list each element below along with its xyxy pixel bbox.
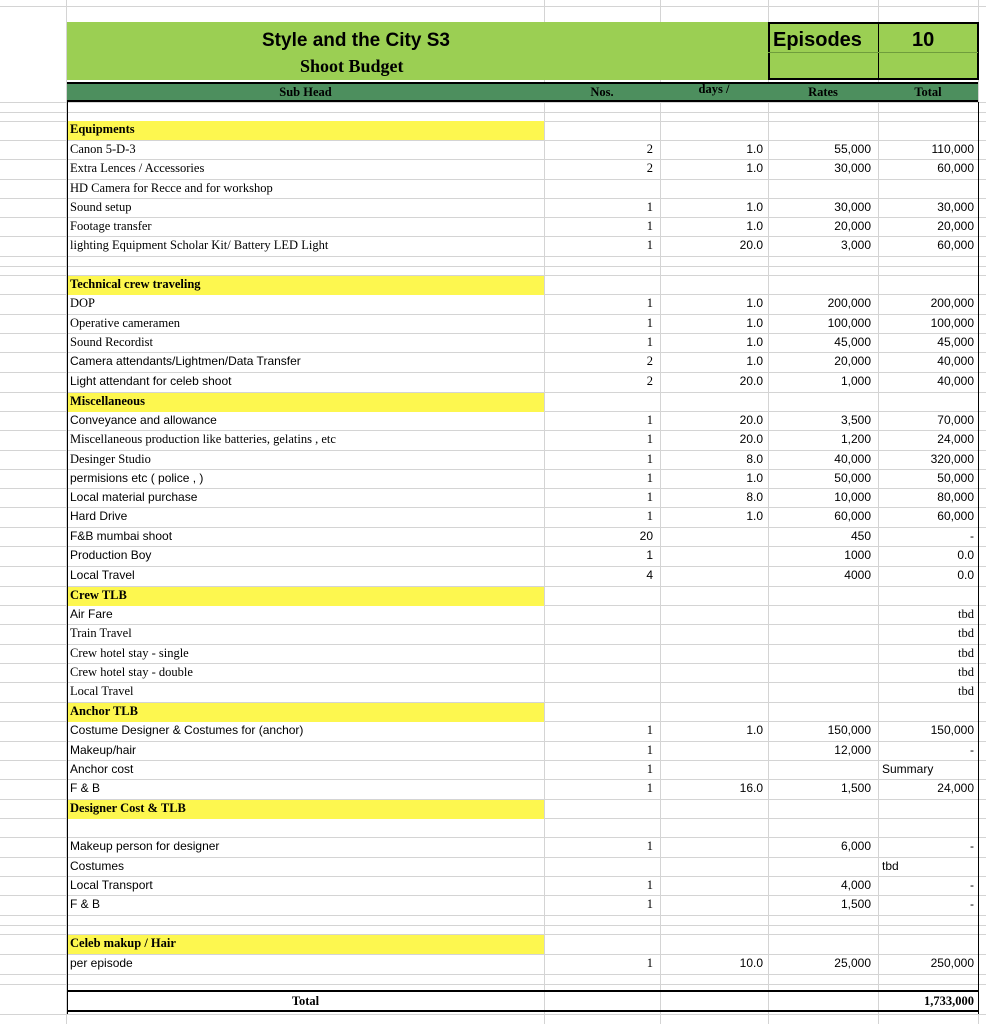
cell-total[interactable]: tbd: [958, 607, 974, 621]
cell-nos[interactable]: 1: [646, 762, 653, 776]
episodes-divider: [878, 22, 879, 80]
cell-nos[interactable]: 2: [646, 374, 653, 388]
cell-rate[interactable]: 20,000: [834, 354, 871, 368]
cell-sub-head[interactable]: lighting Equipment Scholar Kit/ Battery LED Light: [70, 238, 329, 252]
cell-sub-head[interactable]: Light attendant for celeb shoot: [70, 374, 232, 388]
cell-sub-head[interactable]: Conveyance and allowance: [70, 413, 217, 427]
cell-sub-head[interactable]: Desinger Studio: [70, 452, 151, 466]
column-header-rates[interactable]: Rates: [808, 85, 838, 99]
section-label: Miscellaneous: [70, 394, 145, 408]
gridline: [768, 52, 978, 53]
section-label: Crew TLB: [70, 588, 127, 602]
cell-rate[interactable]: 1,000: [840, 374, 871, 388]
cell-days[interactable]: 20.0: [739, 413, 763, 427]
cell-total[interactable]: 70,000: [937, 413, 974, 427]
cell-sub-head[interactable]: Train Travel: [70, 626, 132, 640]
cell-nos[interactable]: 1: [646, 878, 653, 892]
cell-rate[interactable]: 1,500: [840, 781, 871, 795]
cell-total[interactable]: 60,000: [937, 509, 974, 523]
cell-sub-head[interactable]: Canon 5-D-3: [70, 142, 136, 156]
cell-total[interactable]: 24,000: [937, 781, 974, 795]
cell-rate[interactable]: 55,000: [834, 142, 871, 156]
section-label: Celeb makup / Hair: [70, 936, 176, 950]
cell-days[interactable]: 1.0: [746, 509, 763, 523]
cell-total[interactable]: 40,000: [937, 354, 974, 368]
cell-total[interactable]: 30,000: [937, 200, 974, 214]
cell-nos[interactable]: 1: [646, 490, 653, 504]
cell-sub-head[interactable]: Local material purchase: [70, 490, 198, 504]
cell-nos[interactable]: 1: [646, 781, 653, 795]
column-header-row: [67, 82, 978, 102]
cell-sub-head[interactable]: Sound Recordist: [70, 335, 153, 349]
cell-total[interactable]: 0.0: [957, 568, 974, 582]
cell-sub-head[interactable]: F & B: [70, 897, 101, 911]
cell-nos[interactable]: 1: [646, 413, 653, 427]
cell-nos[interactable]: 1: [646, 200, 653, 214]
cell-rate[interactable]: 20,000: [834, 219, 871, 233]
cell-rate[interactable]: 45,000: [834, 335, 871, 349]
cell-rate[interactable]: 4,000: [840, 878, 871, 892]
cell-nos[interactable]: 1: [646, 471, 653, 485]
cell-sub-head[interactable]: Costume Designer & Costumes for (anchor): [70, 723, 304, 737]
cell-nos[interactable]: 1: [646, 509, 653, 523]
cell-nos[interactable]: 1: [646, 219, 653, 233]
cell-rate[interactable]: 3,000: [840, 238, 871, 252]
cell-total[interactable]: 20,000: [937, 219, 974, 233]
cell-sub-head[interactable]: Camera attendants/Lightmen/Data Transfer: [70, 354, 301, 368]
cell-total[interactable]: tbd: [958, 684, 974, 698]
cell-days[interactable]: 1.0: [746, 354, 763, 368]
cell-total[interactable]: 100,000: [930, 316, 974, 330]
cell-rate[interactable]: 3,500: [840, 413, 871, 427]
cell-total[interactable]: 60,000: [937, 161, 974, 175]
cell-sub-head[interactable]: Makeup person for designer: [70, 839, 220, 853]
cell-total[interactable]: -: [970, 878, 974, 892]
table-border: [67, 102, 979, 1014]
cell-days[interactable]: 1.0: [746, 471, 763, 485]
cell-total[interactable]: tbd: [958, 626, 974, 640]
cell-sub-head[interactable]: Footage transfer: [70, 219, 152, 233]
cell-days[interactable]: 10.0: [739, 956, 763, 970]
cell-total[interactable]: 0.0: [957, 548, 974, 562]
cell-nos[interactable]: 1: [646, 316, 653, 330]
cell-rate[interactable]: 4000: [844, 568, 871, 582]
cell-total[interactable]: 80,000: [937, 490, 974, 504]
cell-sub-head[interactable]: Miscellaneous production like batteries, gelatins , etc: [70, 432, 336, 446]
cell-total[interactable]: 150,000: [930, 723, 974, 737]
cell-total[interactable]: -: [970, 897, 974, 911]
cell-rate[interactable]: 30,000: [834, 161, 871, 175]
cell-rate[interactable]: 30,000: [834, 200, 871, 214]
cell-rate[interactable]: 10,000: [834, 490, 871, 504]
cell-sub-head[interactable]: Air Fare: [70, 607, 113, 621]
episodes-label[interactable]: Episodes: [773, 29, 862, 51]
cell-total[interactable]: tbd: [958, 646, 974, 660]
cell-days[interactable]: 1.0: [746, 316, 763, 330]
cell-sub-head[interactable]: Hard Drive: [70, 509, 128, 523]
sheet-title[interactable]: Style and the City S3: [262, 30, 450, 51]
cell-rate[interactable]: 1,200: [840, 432, 871, 446]
cell-total[interactable]: 45,000: [937, 335, 974, 349]
column-header-days[interactable]: days /: [698, 82, 730, 96]
section-label: Equipments: [70, 122, 135, 136]
cell-sub-head[interactable]: Crew hotel stay - single: [70, 646, 189, 660]
cell-rate[interactable]: 60,000: [834, 509, 871, 523]
column-header-total[interactable]: Total: [914, 85, 942, 99]
cell-sub-head[interactable]: Sound setup: [70, 200, 132, 214]
cell-nos[interactable]: 1: [646, 432, 653, 446]
cell-sub-head[interactable]: Production Boy: [70, 548, 152, 562]
cell-sub-head[interactable]: F & B: [70, 781, 101, 795]
cell-total[interactable]: 320,000: [930, 452, 974, 466]
column-header-sub-head[interactable]: Sub Head: [279, 85, 332, 99]
cell-nos[interactable]: 1: [646, 956, 653, 970]
cell-total[interactable]: -: [970, 743, 974, 757]
cell-rate[interactable]: 6,000: [840, 839, 871, 853]
cell-total[interactable]: 200,000: [930, 296, 974, 310]
cell-sub-head[interactable]: Crew hotel stay - double: [70, 665, 193, 679]
cell-days[interactable]: 1.0: [746, 219, 763, 233]
gridline: [0, 1014, 986, 1015]
sheet-subtitle[interactable]: Shoot Budget: [300, 56, 404, 76]
cell-days[interactable]: 1.0: [746, 200, 763, 214]
cell-nos[interactable]: 1: [646, 743, 653, 757]
cell-sub-head[interactable]: Extra Lences / Accessories: [70, 161, 205, 175]
cell-rate[interactable]: 200,000: [827, 296, 871, 310]
cell-nos[interactable]: 1: [646, 548, 653, 562]
gridline: [0, 6, 986, 7]
cell-total[interactable]: 40,000: [937, 374, 974, 388]
cell-rate[interactable]: 12,000: [834, 743, 871, 757]
cell-total[interactable]: tbd: [882, 859, 899, 873]
cell-total[interactable]: Summary: [882, 762, 934, 776]
cell-days[interactable]: 1.0: [746, 142, 763, 156]
cell-total[interactable]: 24,000: [937, 432, 974, 446]
cell-nos[interactable]: 1: [646, 897, 653, 911]
cell-days[interactable]: 1.0: [746, 335, 763, 349]
cell-total[interactable]: -: [970, 839, 974, 853]
cell-days[interactable]: 8.0: [746, 452, 763, 466]
section-label: Technical crew traveling: [70, 277, 201, 291]
cell-rate[interactable]: 450: [850, 529, 871, 543]
episodes-value[interactable]: 10: [912, 29, 935, 51]
cell-nos[interactable]: 1: [646, 452, 653, 466]
cell-days[interactable]: 20.0: [739, 374, 763, 388]
cell-nos[interactable]: 1: [646, 723, 653, 737]
cell-rate[interactable]: 150,000: [827, 723, 871, 737]
cell-sub-head[interactable]: per episode: [70, 956, 133, 970]
cell-total[interactable]: 110,000: [931, 142, 974, 156]
cell-total[interactable]: tbd: [958, 665, 974, 679]
section-label: Anchor TLB: [70, 704, 138, 718]
cell-sub-head[interactable]: HD Camera for Recce and for workshop: [70, 181, 273, 195]
cell-days[interactable]: 8.0: [746, 490, 763, 504]
cell-sub-head[interactable]: F&B mumbai shoot: [70, 529, 173, 543]
cell-sub-head[interactable]: permisions etc ( police , ): [70, 471, 204, 485]
cell-sub-head[interactable]: Local Travel: [70, 568, 135, 582]
cell-sub-head[interactable]: DOP: [70, 296, 96, 310]
cell-days[interactable]: 20.0: [739, 238, 763, 252]
cell-nos[interactable]: 1: [646, 839, 653, 853]
cell-sub-head[interactable]: Operative cameramen: [70, 316, 181, 330]
cell-rate[interactable]: 25,000: [834, 956, 871, 970]
cell-rate[interactable]: 50,000: [834, 471, 871, 485]
cell-nos[interactable]: 1: [646, 238, 653, 252]
cell-days[interactable]: 1.0: [746, 296, 763, 310]
cell-nos[interactable]: 2: [646, 142, 653, 156]
cell-total[interactable]: 250,000: [930, 956, 974, 970]
cell-sub-head[interactable]: Costumes: [70, 859, 125, 873]
cell-nos[interactable]: 2: [646, 161, 653, 175]
cell-total[interactable]: 60,000: [937, 238, 974, 252]
section-label: Designer Cost & TLB: [70, 801, 186, 815]
cell-sub-head[interactable]: Local Travel: [70, 684, 134, 698]
cell-rate[interactable]: 1,500: [840, 897, 871, 911]
cell-sub-head[interactable]: Local Transport: [70, 878, 153, 892]
column-header-nos[interactable]: Nos.: [590, 85, 614, 99]
cell-days[interactable]: 20.0: [739, 432, 763, 446]
cell-total[interactable]: 50,000: [937, 471, 974, 485]
cell-nos[interactable]: 4: [646, 568, 653, 582]
grand-total-label[interactable]: Total: [291, 994, 320, 1008]
cell-nos[interactable]: 1: [646, 335, 653, 349]
cell-sub-head[interactable]: Makeup/hair: [70, 743, 137, 757]
grand-total-value[interactable]: 1,733,000: [924, 994, 974, 1008]
cell-days[interactable]: 1.0: [746, 161, 763, 175]
cell-nos[interactable]: 1: [646, 296, 653, 310]
cell-rate[interactable]: 40,000: [834, 452, 871, 466]
cell-rate[interactable]: 100,000: [827, 316, 871, 330]
cell-days[interactable]: 1.0: [746, 723, 763, 737]
cell-nos[interactable]: 2: [646, 354, 653, 368]
cell-total[interactable]: -: [970, 529, 974, 543]
cell-nos[interactable]: 20: [639, 529, 653, 543]
cell-sub-head[interactable]: Anchor cost: [70, 762, 134, 776]
cell-days[interactable]: 16.0: [739, 781, 763, 795]
cell-rate[interactable]: 1000: [844, 548, 871, 562]
